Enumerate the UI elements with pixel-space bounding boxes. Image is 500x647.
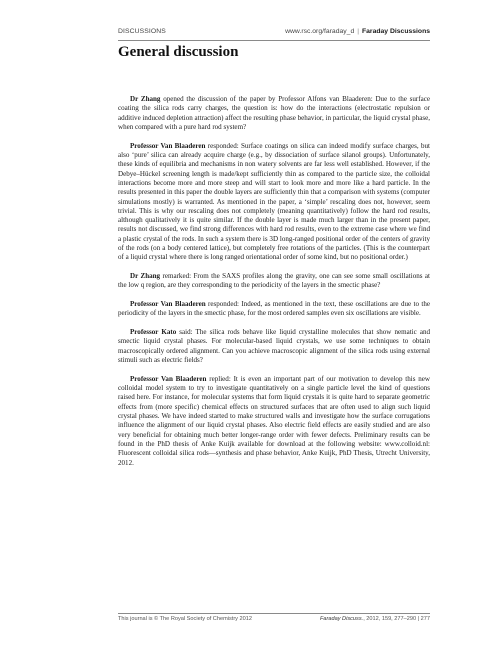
discussion-paragraph — [118, 300, 430, 319]
speaker-name: Professor Kato — [130, 328, 177, 337]
copyright-notice: This journal is © The Royal Society of Chemistry 2012 — [118, 616, 252, 622]
discussion-body — [118, 95, 430, 477]
paragraph-text: said: The silica rods behave like liquid crystalline molecules that show nematic and smectic liquid crystal phases. For molecular-based liquid crystals, we use some techniques to obtain macroscopically ordered alignment. Can you achieve macroscopic alignment of the silica rods using external stimuli such as electric fields? — [118, 328, 430, 365]
speaker-name: Professor Van Blaaderen — [130, 374, 207, 383]
paragraph-text: responded: Surface coatings on silica can indeed modify surface charges, but also ‘pure’ silica can already acquire charge (e.g., by dissociation of surface silanol groups). Unfortunately, these kinds of equilibria and mechanisms in non watery solvents are far less well established. However, if the Debye–Hückel screening length is made/kept sufficiently thin as compared to the particle size, the colloidal interactions become more and more steep and will start to look more and more like a hard particle. In the results presented in this paper the double layers are sufficiently thin that a comparison with systems (computer simulations mostly) is warranted. As mentioned in the paper, a ‘simple’ rescaling does not, however, seem trivial. This is why our rescaling does not completely (meaning quantitatively) follow the hard rod results, although qualitatively it is quite similar. If the double layer is made much larger than in the present paper, results not discussed, we find strong differences with hard rod results, even to the extreme case where we find a plastic crystal of the rods. In such a system there is 3D long-ranged positional order of the centers of gravity of the rods (on a body centered lattice), but completely free rotations of the particles. (This is the counterpart of a liquid crystal where there is long ranged orientational order of some kind, but no positional order.) — [118, 141, 430, 262]
speaker-name: Professor Van Blaaderen — [130, 300, 206, 309]
paragraph-text: replied: It is even an important part of our motivation to develop this new colloidal model system to try to investigate quantitatively on a single particle level the kind of questions raised here. For instance, for molecular systems that form liquid crystals it is quite hard to separate geometric effects from (more specific) chemical effects on structured surfaces that are often used to align such liquid crystal phases. We have indeed started to make structured walls and investigate how the surface corrugations influence the alignment of our liquid crystal phases. Also electric field effects are easily studied and are also very beneficial for obtaining much better longer-range order with fewer defects. Preliminary results can be found in the PhD thesis of Anke Kuijk available for download at the following website: www.colloid.nl: Fluorescent colloidal silica rods—synthesis and phase behavior, Anke Kuijk, PhD Thesis, Utrecht University, 2012. — [118, 374, 430, 467]
page-title: General discussion — [118, 44, 239, 60]
discussion-paragraph — [118, 375, 430, 468]
citation — [320, 616, 430, 622]
speaker-name: Dr Zhang — [130, 95, 161, 103]
journal-name: Faraday Discussions — [362, 28, 430, 35]
running-header — [118, 28, 430, 39]
header-rule — [118, 40, 430, 41]
citation-journal: Faraday Discuss. — [319, 616, 364, 622]
citation-details: , 2012, 159, 277–290 — [363, 616, 417, 622]
paragraph-text: opened the discussion of the paper by Professor Alfons van Blaaderen: Due to the surface coating the silica rods carry charges, the question is: how do the interactions (electrostatic repulsion or additive induced depletion attraction) affect the resulting phase behavior, in particular, the liquid crystal phase, when compared with a pure hard rod system? — [118, 95, 430, 131]
discussion-paragraph — [118, 328, 430, 365]
footer-rule — [118, 613, 430, 614]
discussion-paragraph — [118, 142, 430, 263]
speaker-name: Professor Van Blaaderen — [130, 141, 206, 150]
running-footer — [118, 616, 430, 626]
section-label: DISCUSSIONS — [118, 28, 166, 35]
discussion-paragraph — [118, 95, 430, 132]
page-number: 277 — [420, 616, 430, 622]
speaker-name: Dr Zhang — [130, 272, 161, 281]
journal-url[interactable]: www.rsc.org/faraday_d — [285, 28, 355, 35]
header-right — [285, 28, 430, 35]
discussion-paragraph — [118, 272, 430, 291]
paragraph-text: responded: Indeed, as mentioned in the text, these oscillations are due to the periodicity of the layers in the smectic phase, for the most ordered samples even six oscillations are visible. — [118, 300, 430, 318]
footer-separator: | — [417, 616, 420, 622]
header-separator: | — [357, 28, 359, 35]
paragraph-text: remarked: From the SAXS profiles along the gravity, one can see some small oscillations at the low q region, are they corresponding to the periodicity of the layers in the smectic phase? — [118, 272, 431, 290]
